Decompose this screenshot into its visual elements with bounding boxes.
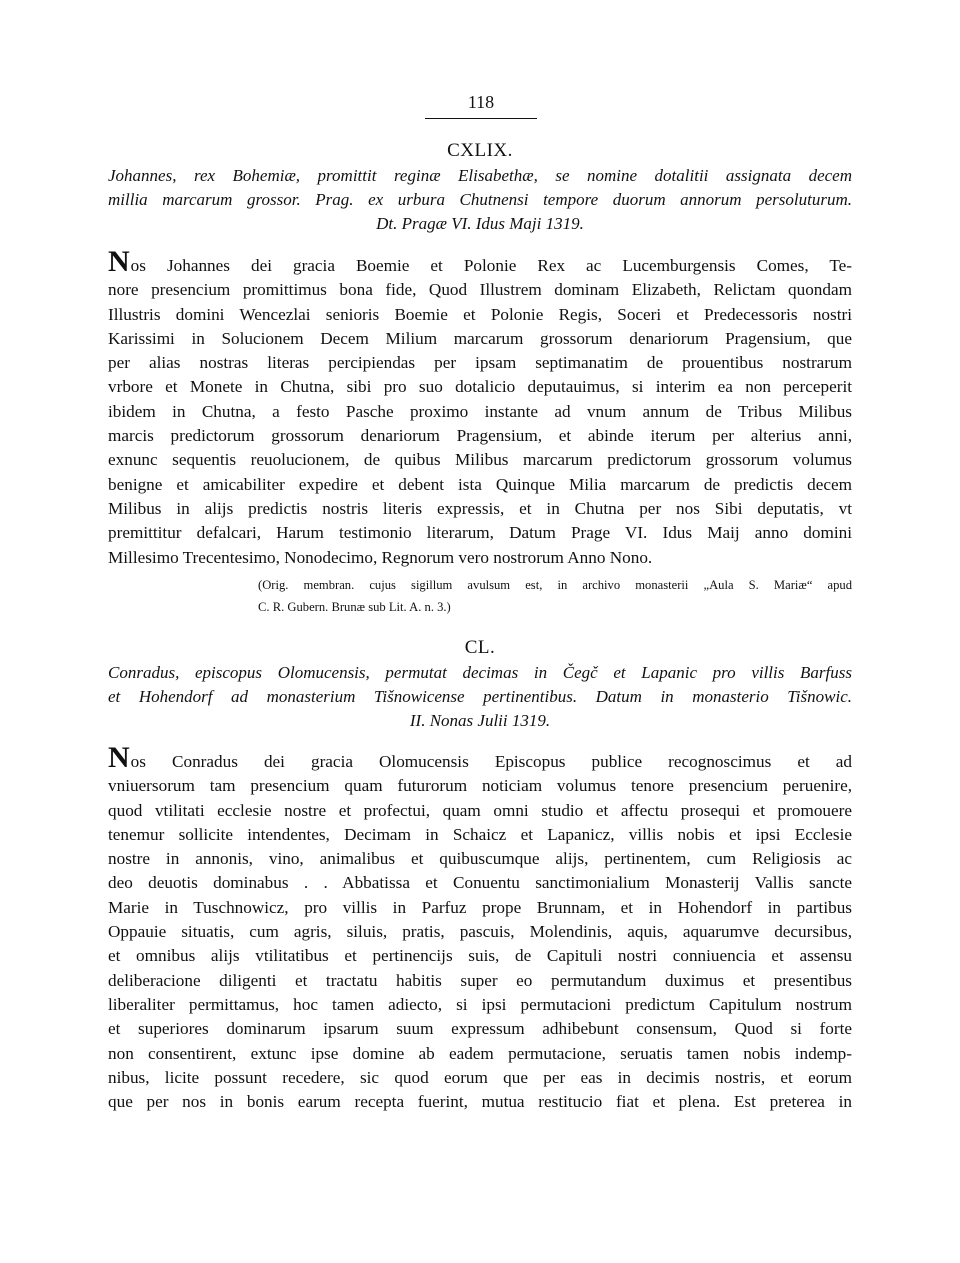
regest-line: millia marcarum grossor. Prag. ex urbura Chutnensi tempore duorum annorum persoluturum. (108, 190, 852, 209)
text-line (108, 245, 852, 278)
document-number: CXLIX. (447, 140, 513, 161)
document-number: CL. (464, 637, 496, 658)
text-line: ibidem in Chutna, a festo Pasche proximo instante ad vnum annum de Tribus Milibus (108, 401, 852, 421)
text-line: non consentirent, extunc ipse domine ab eadem permutacione, seruatis tamen nobis indemp- (108, 1043, 852, 1063)
text-line: Karissimi in Solucionem Decem Milium marcarum grossorum denariorum Pragensium, que (108, 328, 852, 348)
regest-line: Dt. Pragæ VI. Idus Maji 1319. (376, 214, 584, 233)
text-line: nibus, licite possunt recedere, sic quod eorum que per eas in decimis nostris, et eorum (108, 1067, 852, 1087)
text-line: Marie in Tuschnowicz, pro villis in Parfuz prope Brunnam, et in Hohendorf in partibus (108, 897, 852, 917)
regest-line: II. Nonas Julii 1319. (409, 711, 551, 730)
text-line: que per nos in bonis earum recepta fuerint, mutua restitucio fiat et plena. Est preterea in (108, 1092, 852, 1112)
text-line: per alias nostras literas percipiendas per ipsam septimanatim de prouentibus nostrarum (108, 353, 852, 373)
text-line: quod vtilitati ecclesie nostre et profectui, quam omni studio et affectu prosequi et promouere (108, 800, 852, 820)
initial-letter: N (108, 741, 130, 774)
text-line: marcis predictorum grossorum denariorum Pragensium, et abinde iterum per alterius anni, (108, 426, 852, 446)
text-line: vniuersorum tam presencium quam futurorum noticiam volumus tenore presencium peruenire, (108, 776, 852, 796)
initial-letter: N (108, 245, 130, 278)
text-line: nostre in annonis, vino, animalibus et quibuscumque alijs, pertinentem, cum Religiosis ac (108, 849, 852, 869)
regest-summary (108, 661, 852, 733)
text-line: Milibus in alijs predictis nostris literis expressis, et in Chutna per nos Sibi deputatis, vt (108, 498, 852, 518)
text-line: et omnibus alijs vtilitatibus et pertinencijs suis, de Capituli nostri conniuencia et assensu (108, 946, 852, 966)
text-line: vrbore et Monete in Chutna, sibi pro suo dotalicio deputauimus, si interim ea non perceperit (108, 377, 852, 397)
text-line: benigne et amicabiliter expedire et debent ista Quinque Milia marcarum de predictis decem (108, 474, 852, 494)
regest-line: et Hohendorf ad monasterium Tišnowicense pertinentibus. Datum in monasterio Tišnowic. (108, 687, 852, 706)
text-line: premittitur defalcari, Harum testimonio literarum, Datum Prage VI. Idus Maij anno domini (108, 523, 852, 543)
first-line-text: os Johannes dei gracia Boemie et Polonie Rex ac Lucemburgensis Comes, Te- (130, 256, 852, 275)
regest-line: Johannes, rex Bohemiæ, promittit reginæ Elisabethæ, se nomine dotalitii assignata decem (108, 166, 852, 185)
text-line: deliberacione diligenti et tractatu habitis super eo permutandum duximus et presentibus (108, 970, 852, 990)
first-line-text: os Conradus dei gracia Olomucensis Episcopus publice recognoscimus et ad (130, 752, 852, 771)
text-line (108, 741, 852, 774)
text-line: Oppauie situatis, cum agris, siluis, pratis, pascuis, Molendinis, aquis, aquarumve decursibus, (108, 922, 852, 942)
regest-line: Conradus, episcopus Olomucensis, permutat decimas in Čegč et Lapanic pro villis Barfuss (108, 663, 852, 682)
text-line: liberaliter permittamus, hoc tamen adiecto, si ipsi permutacioni predictum Capitulum nostrum (108, 994, 852, 1014)
text-line: Millesimo Trecentesimo, Nonodecimo, Regnorum vero nostrorum Anno Nono. (108, 547, 653, 567)
page-number: 118 (425, 92, 537, 119)
regest-summary (108, 164, 852, 236)
note-line: C. R. Gubern. Brunæ sub Lit. A. n. 3.) (258, 600, 451, 614)
charter-text (108, 245, 852, 570)
text-line: deo deuotis dominabus . . Abbatissa et Conuentu sanctimonialium Monasterij Vallis sancte (108, 873, 852, 893)
source-note (258, 574, 852, 618)
text-line: exnunc sequentis reuolucionem, de quibus Milibus marcarum predictorum grossorum volumus (108, 450, 852, 470)
text-line: et superiores dominarum ipsarum suum expressum adhibebunt consensum, Quod si forte (108, 1019, 852, 1039)
text-line: nore presencium promittimus bona fide, Quod Illustrem dominam Elizabeth, Relictam quondam (108, 280, 852, 300)
note-line: (Orig. membran. cujus sigillum avulsum est, in archivo monasterii „Aula S. Mariæ“ apud (258, 578, 852, 592)
charter-text (108, 741, 852, 1114)
text-line: tenemur sollicite intendentes, Decimam in Schaicz et Lapanicz, villis nobis et ipsi Ecclesie (108, 824, 852, 844)
text-line: Illustris domini Wencezlai senioris Boemie et Polonie Regis, Soceri et Predecessoris nostri (108, 304, 852, 324)
